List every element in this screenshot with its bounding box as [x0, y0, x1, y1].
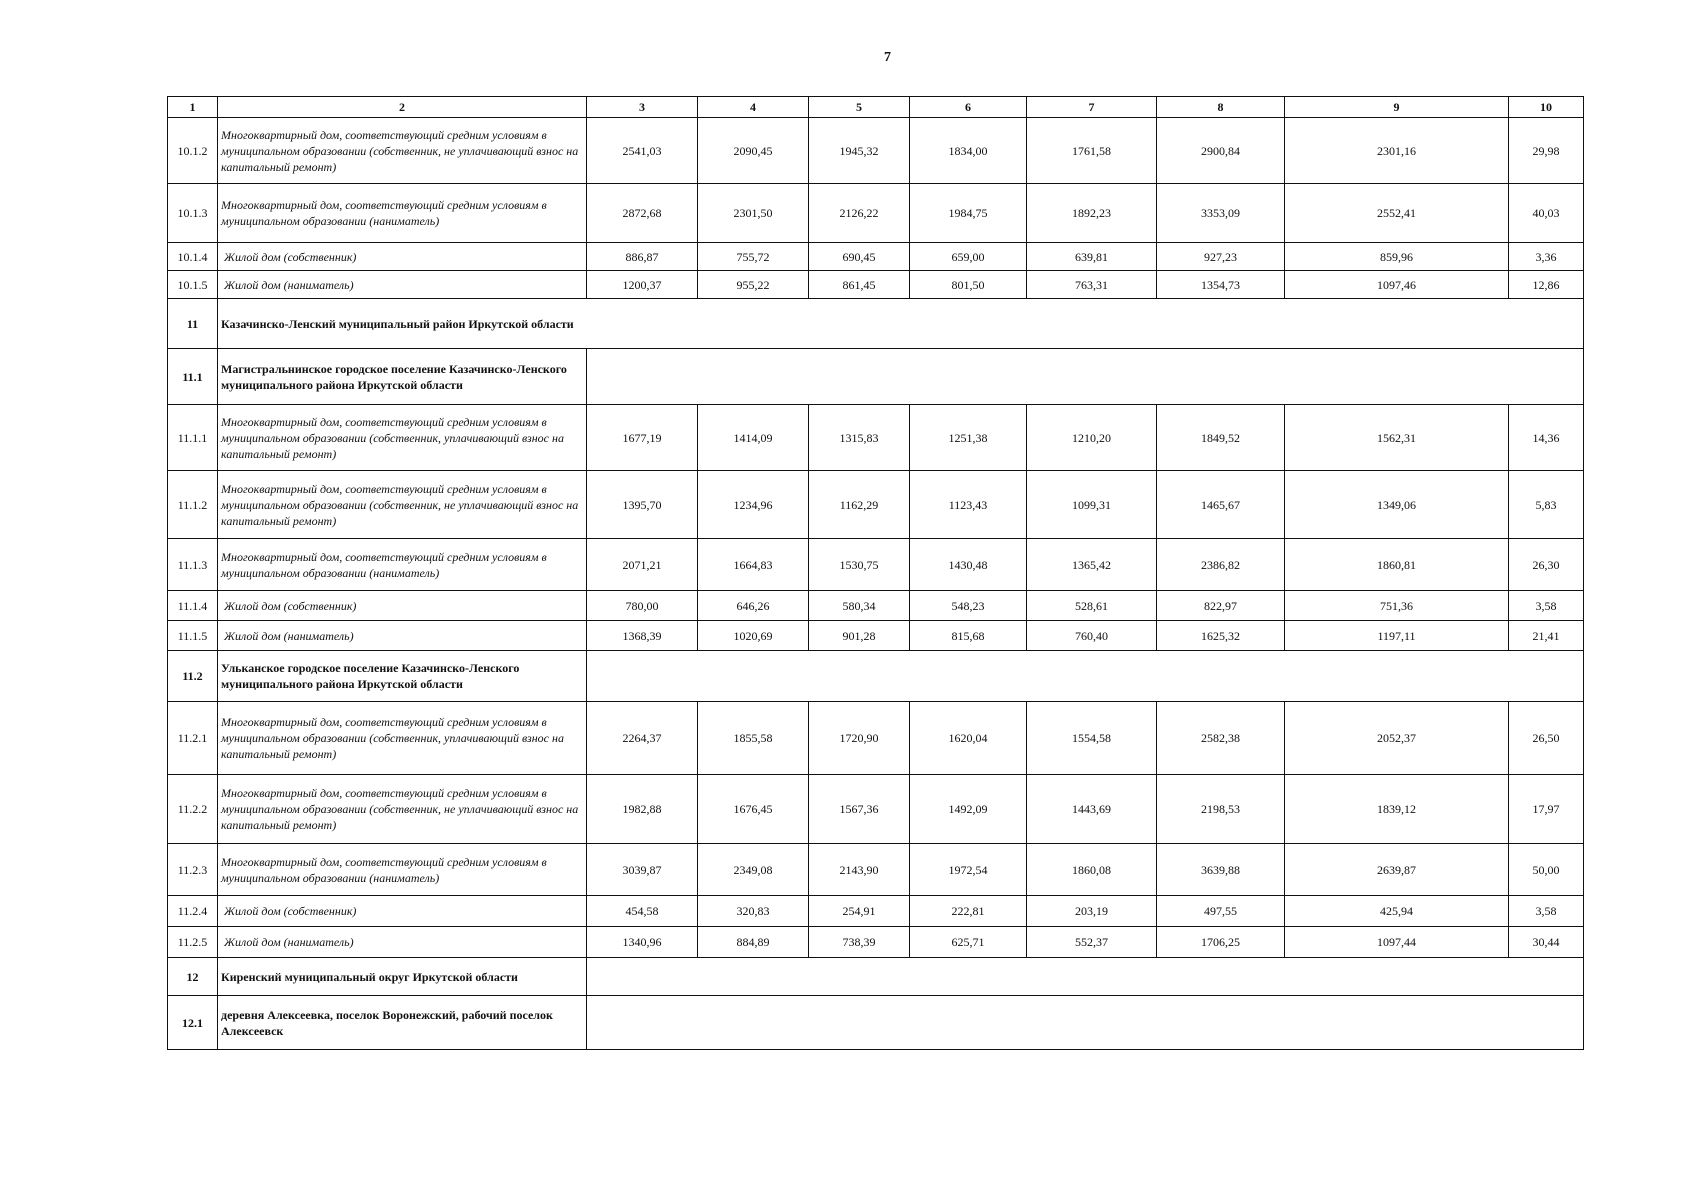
value-cell: 927,23: [1157, 243, 1285, 271]
value-cell: 552,37: [1027, 927, 1157, 958]
column-header: 7: [1027, 97, 1157, 118]
value-cell: 3,36: [1509, 243, 1584, 271]
row-name: Многоквартирный дом, соответствующий средним условиям в муниципальном образовании (наниматель): [218, 184, 587, 243]
value-cell: 1365,42: [1027, 539, 1157, 591]
value-cell: 690,45: [809, 243, 910, 271]
value-cell: 659,00: [910, 243, 1027, 271]
value-cell: 1620,04: [910, 702, 1027, 775]
row-code: 11.1.4: [168, 591, 218, 621]
value-cell: 3,58: [1509, 896, 1584, 927]
value-cell: 1097,44: [1285, 927, 1509, 958]
value-cell: 738,39: [809, 927, 910, 958]
value-cell: 1234,96: [698, 471, 809, 539]
value-cell: 760,40: [1027, 621, 1157, 651]
value-cell: 1315,83: [809, 405, 910, 471]
table-row: [168, 184, 1584, 243]
value-cell: 1251,38: [910, 405, 1027, 471]
value-cell: 1099,31: [1027, 471, 1157, 539]
value-cell: 3039,87: [587, 844, 698, 896]
value-cell: 2301,16: [1285, 118, 1509, 184]
row-code: 11.2.4: [168, 896, 218, 927]
value-cell: 1349,06: [1285, 471, 1509, 539]
value-cell: 1860,81: [1285, 539, 1509, 591]
section-row: [168, 299, 1584, 349]
row-name: Жилой дом (наниматель): [218, 927, 587, 958]
value-cell: 2143,90: [809, 844, 910, 896]
value-cell: 1020,69: [698, 621, 809, 651]
table-row: [168, 539, 1584, 591]
value-cell: 2071,21: [587, 539, 698, 591]
value-cell: 222,81: [910, 896, 1027, 927]
value-cell: 1625,32: [1157, 621, 1285, 651]
value-cell: 2198,53: [1157, 775, 1285, 844]
value-cell: 497,55: [1157, 896, 1285, 927]
column-header: 5: [809, 97, 910, 118]
value-cell: 886,87: [587, 243, 698, 271]
value-cell: 2541,03: [587, 118, 698, 184]
value-cell: 1720,90: [809, 702, 910, 775]
value-cell: 2386,82: [1157, 539, 1285, 591]
value-cell: 1860,08: [1027, 844, 1157, 896]
table-row: [168, 471, 1584, 539]
value-cell: 1834,00: [910, 118, 1027, 184]
table-row: [168, 243, 1584, 271]
value-cell: 1123,43: [910, 471, 1027, 539]
row-name: Многоквартирный дом, соответствующий средним условиям в муниципальном образовании (наниматель): [218, 844, 587, 896]
row-code: 12: [168, 958, 218, 996]
column-header: 3: [587, 97, 698, 118]
empty-cell: [587, 958, 1584, 996]
value-cell: 203,19: [1027, 896, 1157, 927]
section-row: [168, 349, 1584, 405]
value-cell: 815,68: [910, 621, 1027, 651]
empty-cell: [587, 996, 1584, 1050]
row-name: Жилой дом (наниматель): [218, 271, 587, 299]
value-cell: 955,22: [698, 271, 809, 299]
row-name: Многоквартирный дом, соответствующий средним условиям в муниципальном образовании (собственник, уплачивающий взнос на капитальный ремонт): [218, 702, 587, 775]
value-cell: 1197,11: [1285, 621, 1509, 651]
value-cell: 1210,20: [1027, 405, 1157, 471]
value-cell: 1892,23: [1027, 184, 1157, 243]
value-cell: 1395,70: [587, 471, 698, 539]
column-header: 2: [218, 97, 587, 118]
row-name: Многоквартирный дом, соответствующий средним условиям в муниципальном образовании (собственник, не уплачивающий взнос на капитальный ремонт): [218, 118, 587, 184]
row-code: 11.2.5: [168, 927, 218, 958]
column-header: 10: [1509, 97, 1584, 118]
value-cell: 1839,12: [1285, 775, 1509, 844]
value-cell: 528,61: [1027, 591, 1157, 621]
row-code: 12.1: [168, 996, 218, 1050]
row-name: Многоквартирный дом, соответствующий средним условиям в муниципальном образовании (собственник, не уплачивающий взнос на капитальный ремонт): [218, 471, 587, 539]
value-cell: 580,34: [809, 591, 910, 621]
row-name: Ульканское городское поселение Казачинско-Ленского муниципального района Иркутской области: [218, 651, 587, 702]
section-row: [168, 958, 1584, 996]
column-header: 6: [910, 97, 1027, 118]
value-cell: 26,50: [1509, 702, 1584, 775]
value-cell: 1562,31: [1285, 405, 1509, 471]
value-cell: 646,26: [698, 591, 809, 621]
value-cell: 2090,45: [698, 118, 809, 184]
value-cell: 1761,58: [1027, 118, 1157, 184]
empty-cell: [587, 651, 1584, 702]
table-row: [168, 927, 1584, 958]
table-row: [168, 591, 1584, 621]
value-cell: 1162,29: [809, 471, 910, 539]
table-row: [168, 621, 1584, 651]
value-cell: 2301,50: [698, 184, 809, 243]
value-cell: 2264,37: [587, 702, 698, 775]
row-name: Многоквартирный дом, соответствующий средним условиям в муниципальном образовании (собственник, уплачивающий взнос на капитальный ремонт): [218, 405, 587, 471]
tariff-table: [167, 96, 1584, 1050]
value-cell: 801,50: [910, 271, 1027, 299]
value-cell: 1677,19: [587, 405, 698, 471]
empty-cell: [587, 349, 1584, 405]
row-code: 10.1.2: [168, 118, 218, 184]
value-cell: 1443,69: [1027, 775, 1157, 844]
value-cell: 2349,08: [698, 844, 809, 896]
value-cell: 17,97: [1509, 775, 1584, 844]
value-cell: 751,36: [1285, 591, 1509, 621]
row-code: 10.1.4: [168, 243, 218, 271]
table-body: [168, 118, 1584, 1050]
value-cell: 1354,73: [1157, 271, 1285, 299]
value-cell: 21,41: [1509, 621, 1584, 651]
value-cell: 30,44: [1509, 927, 1584, 958]
value-cell: 1706,25: [1157, 927, 1285, 958]
value-cell: 1567,36: [809, 775, 910, 844]
value-cell: 1664,83: [698, 539, 809, 591]
row-name: Многоквартирный дом, соответствующий средним условиям в муниципальном образовании (наниматель): [218, 539, 587, 591]
value-cell: 5,83: [1509, 471, 1584, 539]
value-cell: 1972,54: [910, 844, 1027, 896]
value-cell: 12,86: [1509, 271, 1584, 299]
row-name: Жилой дом (наниматель): [218, 621, 587, 651]
value-cell: 780,00: [587, 591, 698, 621]
section-row: [168, 996, 1584, 1050]
value-cell: 2552,41: [1285, 184, 1509, 243]
value-cell: 3639,88: [1157, 844, 1285, 896]
value-cell: 2582,38: [1157, 702, 1285, 775]
row-code: 11.2.2: [168, 775, 218, 844]
value-cell: 26,30: [1509, 539, 1584, 591]
table-row: [168, 405, 1584, 471]
table-row: [168, 271, 1584, 299]
column-header: 1: [168, 97, 218, 118]
value-cell: 1984,75: [910, 184, 1027, 243]
row-name: Многоквартирный дом, соответствующий средним условиям в муниципальном образовании (собственник, не уплачивающий взнос на капитальный ремонт): [218, 775, 587, 844]
header-row: [168, 97, 1584, 118]
value-cell: 763,31: [1027, 271, 1157, 299]
value-cell: 1855,58: [698, 702, 809, 775]
value-cell: 859,96: [1285, 243, 1509, 271]
value-cell: 1200,37: [587, 271, 698, 299]
value-cell: 548,23: [910, 591, 1027, 621]
value-cell: 1465,67: [1157, 471, 1285, 539]
value-cell: 1368,39: [587, 621, 698, 651]
value-cell: 755,72: [698, 243, 809, 271]
table-row: [168, 896, 1584, 927]
row-name: Жилой дом (собственник): [218, 243, 587, 271]
row-name: Жилой дом (собственник): [218, 896, 587, 927]
row-code: 11.1.2: [168, 471, 218, 539]
row-name: Казачинско-Ленский муниципальный район Иркутской области: [218, 299, 1584, 349]
value-cell: 50,00: [1509, 844, 1584, 896]
row-code: 11.2.1: [168, 702, 218, 775]
value-cell: 625,71: [910, 927, 1027, 958]
value-cell: 320,83: [698, 896, 809, 927]
value-cell: 3,58: [1509, 591, 1584, 621]
row-name: Киренский муниципальный округ Иркутской области: [218, 958, 587, 996]
row-code: 11.1: [168, 349, 218, 405]
section-row: [168, 651, 1584, 702]
value-cell: 14,36: [1509, 405, 1584, 471]
column-header: 8: [1157, 97, 1285, 118]
value-cell: 254,91: [809, 896, 910, 927]
value-cell: 1340,96: [587, 927, 698, 958]
value-cell: 1554,58: [1027, 702, 1157, 775]
page-number: 7: [884, 50, 891, 65]
row-code: 11: [168, 299, 218, 349]
value-cell: 3353,09: [1157, 184, 1285, 243]
value-cell: 901,28: [809, 621, 910, 651]
value-cell: 2052,37: [1285, 702, 1509, 775]
value-cell: 2900,84: [1157, 118, 1285, 184]
row-code: 10.1.3: [168, 184, 218, 243]
table-row: [168, 844, 1584, 896]
value-cell: 861,45: [809, 271, 910, 299]
value-cell: 1530,75: [809, 539, 910, 591]
value-cell: 425,94: [1285, 896, 1509, 927]
row-code: 11.1.1: [168, 405, 218, 471]
value-cell: 1414,09: [698, 405, 809, 471]
value-cell: 2872,68: [587, 184, 698, 243]
value-cell: 1097,46: [1285, 271, 1509, 299]
row-code: 11.2.3: [168, 844, 218, 896]
row-code: 11.2: [168, 651, 218, 702]
value-cell: 1849,52: [1157, 405, 1285, 471]
value-cell: 2639,87: [1285, 844, 1509, 896]
row-name: деревня Алексеевка, поселок Воронежский, рабочий поселок Алексеевск: [218, 996, 587, 1050]
value-cell: 40,03: [1509, 184, 1584, 243]
value-cell: 1492,09: [910, 775, 1027, 844]
column-header: 4: [698, 97, 809, 118]
value-cell: 639,81: [1027, 243, 1157, 271]
value-cell: 29,98: [1509, 118, 1584, 184]
value-cell: 1430,48: [910, 539, 1027, 591]
table-row: [168, 702, 1584, 775]
value-cell: 454,58: [587, 896, 698, 927]
column-header: 9: [1285, 97, 1509, 118]
value-cell: 884,89: [698, 927, 809, 958]
row-code: 10.1.5: [168, 271, 218, 299]
value-cell: 1945,32: [809, 118, 910, 184]
value-cell: 2126,22: [809, 184, 910, 243]
row-code: 11.1.5: [168, 621, 218, 651]
row-code: 11.1.3: [168, 539, 218, 591]
row-name: Магистральнинское городское поселение Казачинско-Ленского муниципального района Иркутской области: [218, 349, 587, 405]
table-row: [168, 775, 1584, 844]
value-cell: 1982,88: [587, 775, 698, 844]
value-cell: 1676,45: [698, 775, 809, 844]
table-row: [168, 118, 1584, 184]
row-name: Жилой дом (собственник): [218, 591, 587, 621]
value-cell: 822,97: [1157, 591, 1285, 621]
